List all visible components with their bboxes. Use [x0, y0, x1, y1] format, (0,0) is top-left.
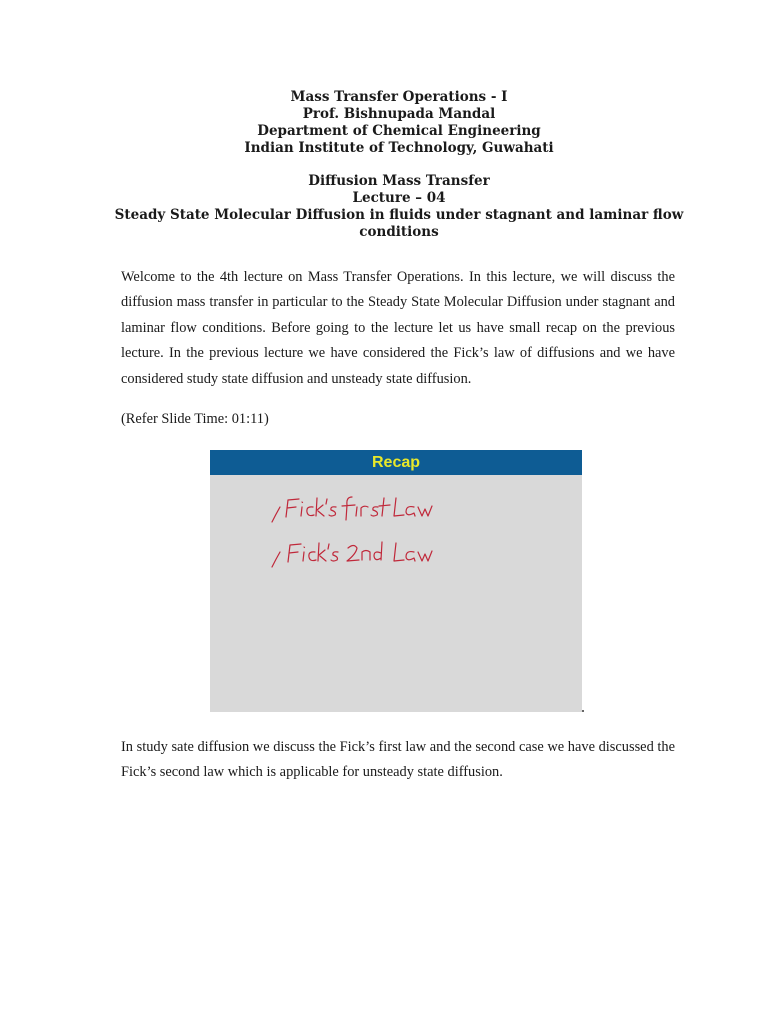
- image-edge-mark: [582, 710, 584, 712]
- institute-name: Indian Institute of Technology, Guwahati: [244, 140, 554, 156]
- handwritten-notes: [210, 450, 582, 712]
- lecture-number: Lecture – 04: [352, 190, 446, 206]
- recap-slide-image: [210, 450, 582, 712]
- professor-name: Prof. Bishnupada Mandal: [302, 106, 496, 122]
- topic-title: Diffusion Mass Transfer: [308, 173, 490, 189]
- second-paragraph: In study sate diffusion we discuss the Fick’s first law and the second case we have discussed the Fick’s second law which is applicable for unsteady state diffusion.: [121, 739, 675, 781]
- lecture-title: Steady State Molecular Diffusion in fluids under stagnant and laminar flow conditions: [114, 207, 684, 240]
- course-title: Mass Transfer Operations - I: [290, 89, 508, 105]
- slide-reference: (Refer Slide Time: 01:11): [121, 411, 269, 427]
- intro-paragraph: Welcome to the 4th lecture on Mass Transfer Operations. In this lecture, we will discuss the diffusion mass transfer in particular to the Steady State Molecular Diffusion under stagnant and laminar flow conditions. Before going to the lecture let us have small recap on the previous lecture. In the previous lecture we have considered the Fick’s law of diffusions and we have considered study state diffusion and unsteady state diffusion.: [121, 269, 675, 387]
- slide-title: Recap: [371, 454, 421, 471]
- department-name: Department of Chemical Engineering: [257, 123, 541, 139]
- document-header: [100, 89, 698, 157]
- lecture-header: [100, 173, 698, 241]
